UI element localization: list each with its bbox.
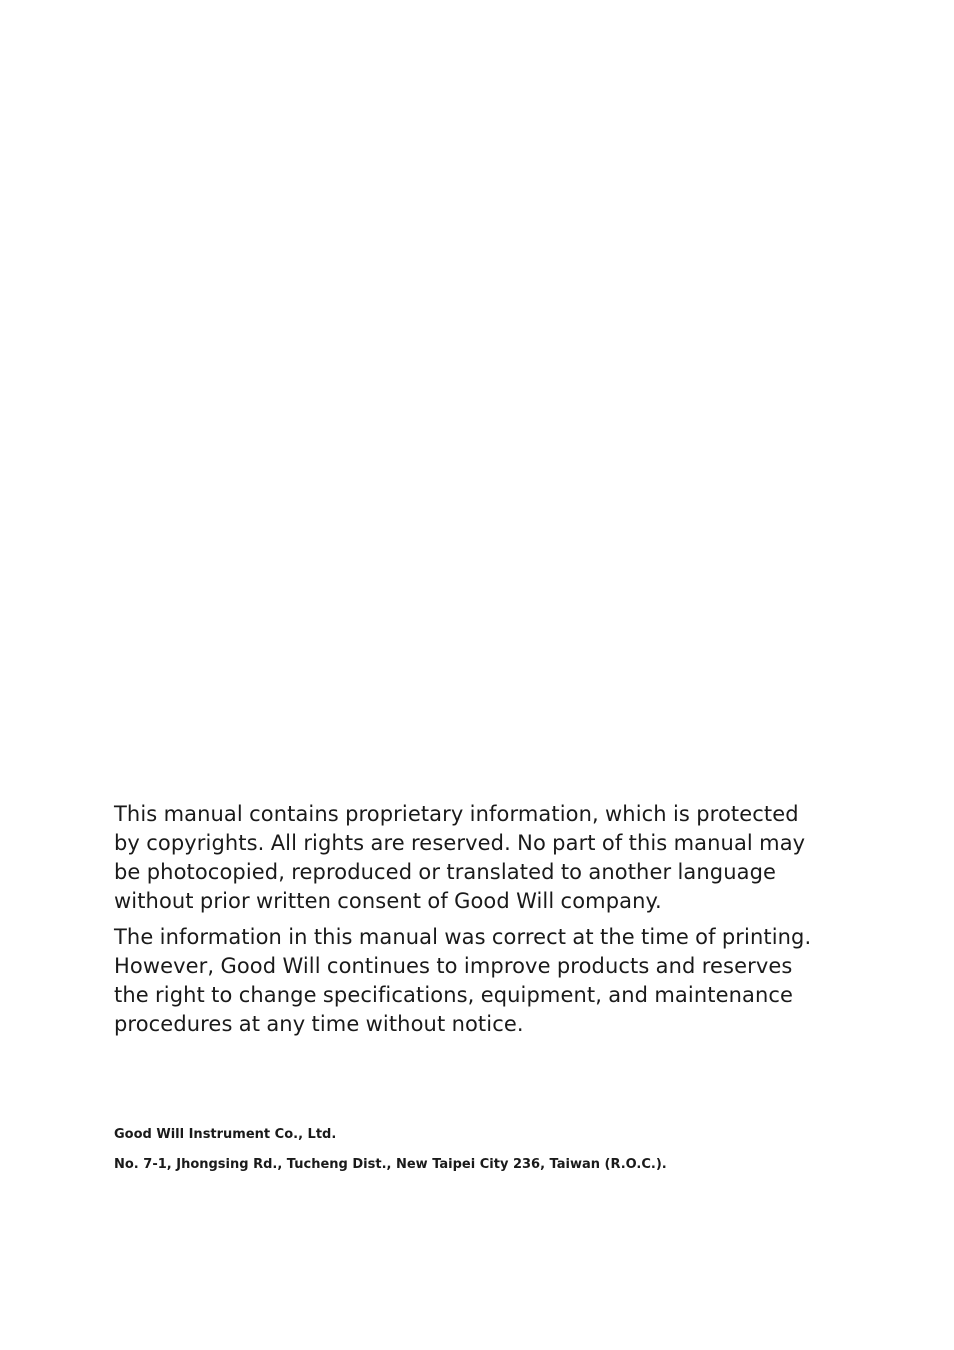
company-info bbox=[114, 1126, 834, 1174]
copyright-notice bbox=[114, 800, 814, 1046]
disclaimer-paragraph: The information in this manual was correct at the time of printing. However, Good Will continues to improve products and reserves the right to change specifications, equipment, and maintenance procedures at any time without notice. bbox=[114, 925, 812, 1036]
company-name: Good Will Instrument Co., Ltd. bbox=[114, 1127, 337, 1142]
copyright-paragraph: This manual contains proprietary information, which is protected by copyrights. All rights are reserved. No part of this manual may be photocopied, reproduced or translated to another language without prior written consent of Good Will company. bbox=[114, 802, 806, 913]
company-address: No. 7-1, Jhongsing Rd., Tucheng Dist., New Taipei City 236, Taiwan (R.O.C.). bbox=[114, 1157, 667, 1172]
